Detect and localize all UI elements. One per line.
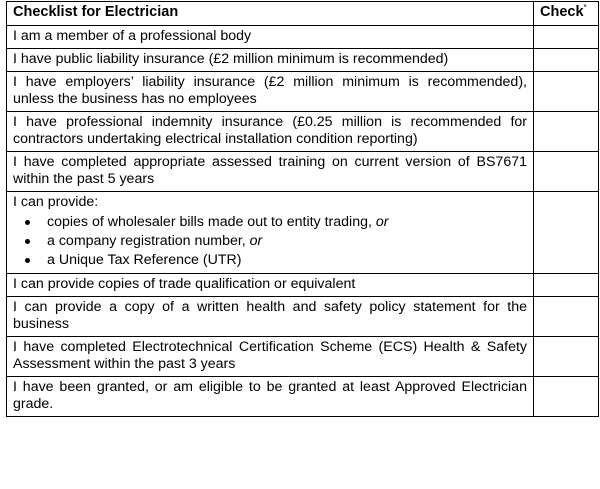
checklist-item: I have public liability insurance (£2 million minimum is recommended)	[7, 49, 534, 72]
list-item: copies of wholesaler bills made out to entity trading, or	[47, 213, 527, 232]
header-row	[7, 2, 599, 26]
bullet-icon	[25, 239, 30, 244]
checklist-row	[7, 72, 599, 112]
checklist-item: I have been granted, or am eligible to be granted at least Approved Electrician grade.	[7, 377, 534, 417]
check-cell[interactable]	[534, 112, 599, 152]
list-item: a Unique Tax Reference (UTR)	[47, 251, 527, 270]
bullet-icon	[25, 258, 30, 263]
checklist-item: I can provide a copy of a written health and safety policy statement for the business	[7, 297, 534, 337]
check-cell[interactable]	[534, 152, 599, 192]
checklist-title: Checklist for Electrician	[7, 2, 534, 26]
checklist-row	[7, 112, 599, 152]
checklist-row	[7, 337, 599, 377]
checklist-item: I am a member of a professional body	[7, 26, 534, 49]
checklist-item: I have employers’ liability insurance (£2 million minimum is recommended), unless the business has no employees	[7, 72, 534, 112]
check-cell[interactable]	[534, 337, 599, 377]
checklist-item: I can provide copies of trade qualification or equivalent	[7, 274, 534, 297]
checklist-row	[7, 49, 599, 72]
checklist-row	[7, 297, 599, 337]
checklist-item	[7, 192, 534, 274]
check-cell[interactable]	[534, 274, 599, 297]
checklist-row	[7, 377, 599, 417]
check-cell[interactable]	[534, 192, 599, 274]
list-item: a company registration number, or	[47, 232, 527, 251]
checklist-item: I have professional indemnity insurance (£0.25 million is recommended for contractors undertaking electrical installation condition reporting)	[7, 112, 534, 152]
check-column-header: Check*	[534, 2, 599, 26]
checklist-row	[7, 274, 599, 297]
check-cell[interactable]	[534, 49, 599, 72]
check-cell[interactable]	[534, 377, 599, 417]
provide-options-list	[13, 213, 527, 270]
checklist-row	[7, 192, 599, 274]
checklist-item: I have completed Electrotechnical Certification Scheme (ECS) Health & Safety Assessment within the past 3 years	[7, 337, 534, 377]
checklist-row	[7, 26, 599, 49]
check-cell[interactable]	[534, 297, 599, 337]
checklist-item: I have completed appropriate assessed training on current version of BS7671 within the past 5 years	[7, 152, 534, 192]
bullet-icon	[25, 220, 30, 225]
footnote-marker: *	[583, 3, 587, 13]
checklist-item-intro: I can provide:	[13, 194, 99, 210]
check-cell[interactable]	[534, 26, 599, 49]
checklist-row	[7, 152, 599, 192]
electrician-checklist-table	[6, 1, 599, 417]
check-cell[interactable]	[534, 72, 599, 112]
